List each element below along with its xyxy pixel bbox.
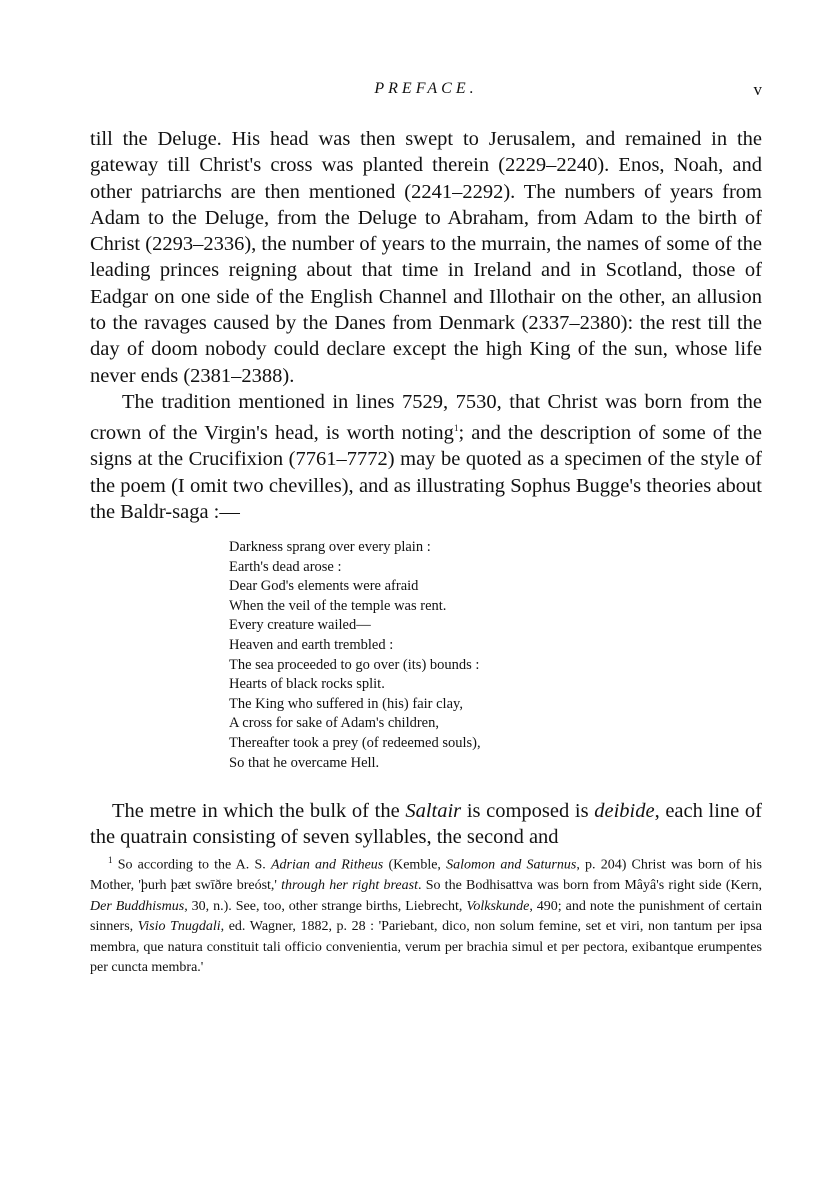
- footnote-citation: Visio Tnugdali: [137, 919, 221, 935]
- metre-section: [90, 798, 762, 851]
- footnote: [90, 850, 762, 979]
- paragraph-3-text: is composed is: [461, 800, 595, 822]
- footnote-reference: 1: [453, 423, 459, 434]
- verse-line: Hearts of black rocks split.: [229, 676, 385, 693]
- footnote-citation: through her right breast: [281, 878, 418, 894]
- page-number: v: [753, 80, 762, 99]
- footnote-text: (Kemble,: [383, 857, 447, 873]
- footnote-citation: Salomon and Saturnus: [446, 857, 577, 873]
- footnote-citation: Volkskunde: [466, 898, 530, 914]
- term-deibide: deibide: [594, 800, 655, 822]
- footnote-text: So according to the A. S.: [112, 857, 271, 873]
- footnote-text: , 490; and note the punishment of certain sinners,: [90, 898, 762, 935]
- footnote-citation: Der Buddhismus: [90, 898, 185, 914]
- main-text: [90, 126, 762, 525]
- paragraph-2: [90, 389, 762, 525]
- paragraph-2-text-b: ; and the description of some of the signs at the Crucifixion (7761–7772) may be quoted as a specimen of the style of the poem (I omit two chevilles), and as illustrating Sophus Bugge's theories about the Baldr-saga :—: [90, 422, 762, 523]
- footnote-text: , 30, n.). See, too, other strange births, Liebrecht,: [184, 898, 467, 914]
- verse-line: The King who suffered in (his) fair clay,: [229, 695, 463, 712]
- footnote-text: . So the Bodhisattva was born from Mâyâ's right side (Kern,: [417, 878, 762, 894]
- running-title: PREFACE.: [374, 80, 478, 97]
- paragraph-3-text: The metre in which the bulk of the: [112, 800, 406, 822]
- verse-line: The sea proceeded to go over (its) bounds :: [229, 656, 480, 673]
- paragraph-2-text-a: The tradition mentioned in lines 7529, 7530, that Christ was born from the crown of the Virgin's head, is worth noting: [90, 390, 762, 445]
- footnote-text: , p. 204) Christ was born of his Mother, 'þurh þæt swīðre breóst,': [90, 857, 762, 894]
- verse-quotation: [229, 538, 629, 773]
- title-saltair: Saltair: [405, 800, 462, 822]
- verse-line: Heaven and earth trembled :: [229, 636, 394, 653]
- verse-line: Earth's dead arose :: [229, 558, 342, 575]
- verse-line: Dear God's elements were afraid: [229, 578, 419, 595]
- running-header: [90, 80, 762, 104]
- footnote-citation: Adrian and Ritheus: [270, 857, 384, 873]
- verse-line: So that he overcame Hell.: [229, 754, 380, 771]
- verse-line: Darkness sprang over every plain :: [229, 539, 431, 555]
- verse-line: Thereafter took a prey (of redeemed souls),: [229, 734, 481, 751]
- paragraph-3: [90, 798, 762, 851]
- paragraph-1: till the Deluge. His head was then swept to Jerusalem, and remained in the gateway till Christ's cross was planted therein (2229–2240). Enos, Noah, and other patriarchs are then mentioned (2241–2292). The numbers of years from Adam to the Deluge, from the Deluge to Abraham, from Adam to the birth of Christ (2293–2336), the number of years to the murrain, the names of some of the leading princes reigning about that time in Ireland and in Scotland, those of Eadgar on one side of the English Channel and Illothair on the other, an allusion to the ravages caused by the Danes from Denmark (2337–2380): the rest till the day of doom nobody could declare except the high King of the sun, whose life never ends (2381–2388).: [90, 128, 762, 387]
- footnote-text: , ed. Wagner, 1882, p. 28 : 'Pariebant, dico, non solum femine, set et viri, non tantum per ipsa membra, que natura constituit tali officio convenientia, verum per brachia simul et per pectora, exibantque erumpentes per cuncta membra.': [90, 919, 762, 976]
- verse-line: A cross for sake of Adam's children,: [229, 715, 439, 732]
- footnote-mark: 1: [108, 855, 113, 865]
- paragraph-3-text: , each line of the quatrain consisting of seven syllables, the second and: [90, 800, 762, 849]
- verse-line: When the veil of the temple was rent.: [229, 597, 447, 614]
- verse-line: Every creature wailed—: [229, 617, 371, 634]
